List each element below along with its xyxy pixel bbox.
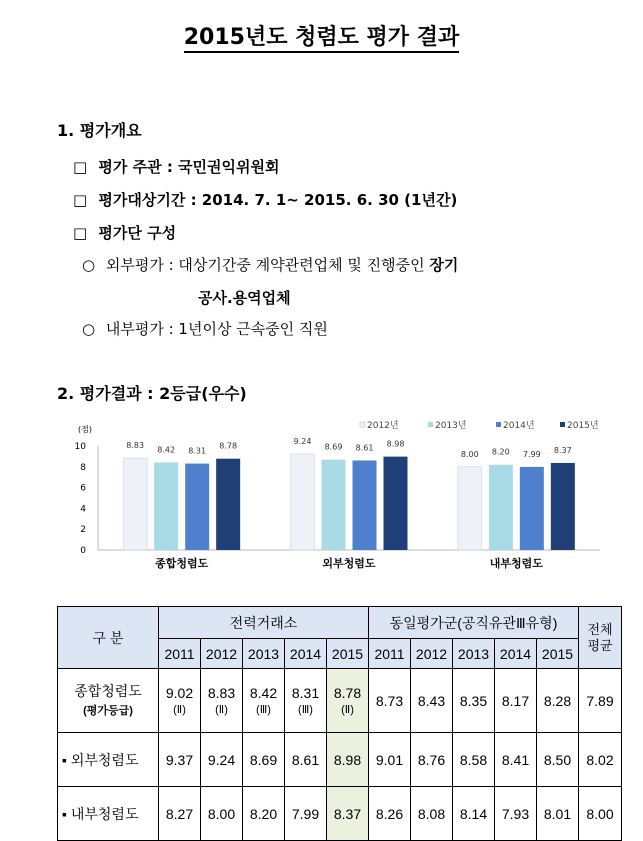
avg-cell: 8.00 [579, 787, 622, 841]
legend-swatch [496, 422, 501, 427]
value-cell: 8.31 (Ⅲ) [285, 669, 327, 733]
legend-label: 2014년 [503, 421, 535, 431]
table-row [58, 669, 622, 733]
group-cell: 8.01 [537, 787, 579, 841]
data-label: 8.31 [188, 446, 207, 456]
bar [458, 467, 482, 550]
category-label: 외부청렴도 [322, 557, 376, 570]
bar [551, 463, 575, 550]
results-table [57, 606, 622, 841]
sub-item-label: 내부평가 : 1년이상 근속중인 직원 [105, 320, 328, 338]
group-cell: 8.73 [369, 669, 411, 733]
overview-item-label: 평가대상기간 : 2014. 7. 1~ 2015. 6. 30 (1년간) [98, 191, 458, 209]
circle-bullet-icon: ○ [82, 320, 96, 338]
avg-cell: 8.02 [579, 733, 622, 787]
avg-cell: 7.89 [579, 669, 622, 733]
value-cell: 8.27 [159, 787, 201, 841]
overview-item [73, 156, 279, 177]
group-cell: 8.26 [369, 787, 411, 841]
table-row [58, 787, 622, 841]
year-header: 2011 [159, 639, 201, 669]
value-cell: 8.61 [285, 733, 327, 787]
value-cell-highlight: 8.78 (Ⅱ) [327, 669, 369, 733]
data-label: 7.99 [522, 449, 541, 459]
year-header: 2011 [369, 639, 411, 669]
overall-header-line: 평균 [587, 637, 613, 653]
legend-label: 2012년 [367, 421, 399, 431]
group-cell: 8.35 [453, 669, 495, 733]
row-label [58, 787, 159, 841]
group-cell: 7.93 [495, 787, 537, 841]
bar [185, 464, 209, 550]
checkbox-icon: □ [73, 224, 88, 242]
y-tick-label: 2 [80, 525, 86, 536]
sub-item-bold: 장기 [429, 256, 459, 274]
data-label: 8.00 [460, 449, 479, 459]
data-label: 8.69 [324, 442, 343, 452]
bar [384, 457, 408, 550]
row-label-text: 내부청렴도 [70, 805, 139, 822]
square-bullet-icon: ▪ [62, 805, 67, 822]
sub-item-continuation: 공사.용역업체 [198, 289, 291, 307]
table-row [58, 733, 622, 787]
overview-item [73, 189, 457, 210]
value-cell: 8.00 [201, 787, 243, 841]
overall-avg-header [579, 607, 622, 669]
category-label: 내부청렴도 [489, 557, 543, 570]
data-label: 8.37 [553, 445, 572, 455]
group-cell: 8.08 [411, 787, 453, 841]
y-tick-label: 10 [74, 442, 86, 452]
year-header: 2013 [243, 639, 285, 669]
value-cell: 8.83 (Ⅱ) [201, 669, 243, 733]
bar [322, 460, 346, 550]
group-cell: 9.01 [369, 733, 411, 787]
bar [353, 460, 377, 550]
row-sublabel: (평가등급) [83, 704, 133, 717]
year-header: 2013 [453, 639, 495, 669]
data-label: 9.24 [293, 436, 312, 446]
bar [520, 467, 544, 550]
value-cell: 7.99 [285, 787, 327, 841]
bar [123, 458, 147, 550]
group-cell: 8.50 [537, 733, 579, 787]
row-label [58, 669, 159, 733]
data-label: 8.61 [355, 443, 374, 453]
data-label: 8.98 [386, 439, 405, 449]
group2-header: 동일평가군(공직유관Ⅲ유형) [369, 607, 579, 639]
bar [489, 465, 513, 550]
checkbox-icon: □ [73, 158, 88, 176]
value-cell: 8.20 [243, 787, 285, 841]
bar-chart [60, 412, 600, 577]
overall-header-line: 전체 [587, 621, 613, 637]
circle-bullet-icon: ○ [82, 256, 96, 274]
value-cell: 9.37 [159, 733, 201, 787]
bar [154, 462, 178, 550]
group-cell: 8.28 [537, 669, 579, 733]
bar [216, 459, 240, 550]
y-tick-label: 0 [80, 546, 86, 556]
group-cell: 8.14 [453, 787, 495, 841]
year-header: 2014 [495, 639, 537, 669]
sub-item-external [82, 254, 458, 275]
legend-swatch [360, 422, 365, 427]
sub-item-label: 외부평가 : 대상기간중 계약관련업체 및 진행중인 [105, 256, 430, 274]
category-label: 종합청렴도 [155, 557, 209, 570]
row-label-text: 외부청렴도 [70, 751, 139, 768]
y-axis-label: (점) [78, 425, 92, 434]
year-header: 2015 [327, 639, 369, 669]
y-tick-label: 4 [80, 504, 86, 515]
year-header: 2012 [411, 639, 453, 669]
y-tick-label: 6 [80, 483, 86, 494]
value-cell-highlight: 8.98 [327, 733, 369, 787]
data-label: 8.78 [219, 441, 238, 451]
value-cell: 8.42 (Ⅲ) [243, 669, 285, 733]
data-label: 8.83 [126, 441, 145, 451]
group-cell: 8.17 [495, 669, 537, 733]
section1-heading: 1. 평가개요 [57, 121, 142, 140]
data-label: 8.20 [491, 447, 510, 457]
overview-item-label: 평가단 구성 [98, 224, 177, 242]
square-bullet-icon: ▪ [62, 751, 67, 768]
overview-item [73, 222, 176, 243]
year-header: 2015 [537, 639, 579, 669]
group-cell: 8.41 [495, 733, 537, 787]
group1-header: 전력거래소 [159, 607, 369, 639]
legend-label: 2013년 [435, 421, 467, 431]
overview-item-label: 평가 주관 : 국민권익위원회 [98, 158, 280, 176]
legend-swatch [428, 422, 433, 427]
section2-heading: 2. 평가결과 : 2등급(우수) [57, 384, 247, 403]
year-header: 2014 [285, 639, 327, 669]
value-cell: 9.24 [201, 733, 243, 787]
group-cell: 8.76 [411, 733, 453, 787]
checkbox-icon: □ [73, 191, 88, 209]
bar [291, 454, 315, 550]
group-cell: 8.43 [411, 669, 453, 733]
value-cell-highlight: 8.37 [327, 787, 369, 841]
y-tick-label: 8 [80, 462, 86, 473]
group-cell: 8.58 [453, 733, 495, 787]
sub-item-internal [82, 318, 328, 339]
value-cell: 9.02 (Ⅱ) [159, 669, 201, 733]
table-corner-header: 구 분 [58, 607, 159, 669]
legend-swatch [560, 422, 565, 427]
row-label-text: 종합청렴도 [74, 682, 142, 699]
legend-label: 2015년 [567, 421, 599, 431]
page-title: 2015년도 청렴도 평가 결과 [0, 20, 643, 51]
row-label [58, 733, 159, 787]
year-header: 2012 [201, 639, 243, 669]
data-label: 8.42 [157, 445, 176, 455]
value-cell: 8.69 [243, 733, 285, 787]
